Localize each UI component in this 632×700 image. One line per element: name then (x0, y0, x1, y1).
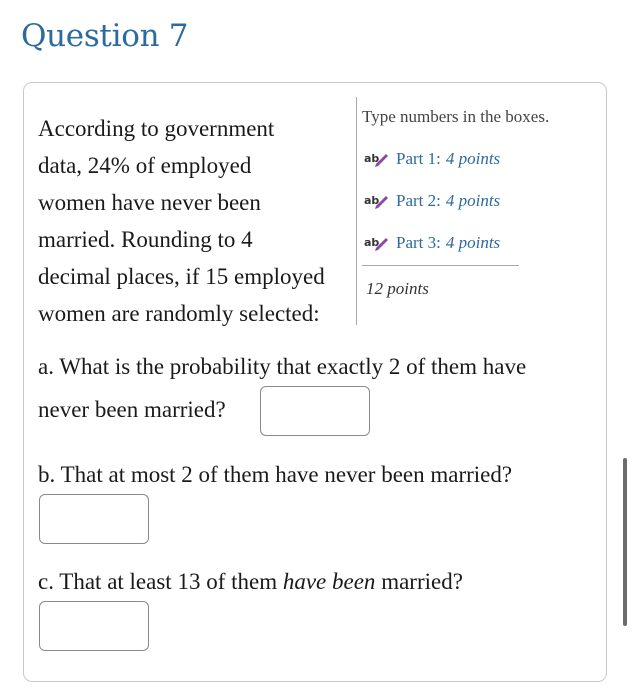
part-label: Part 3: (396, 233, 441, 252)
side-panel-divider (356, 97, 357, 325)
question-c-suffix: married? (375, 569, 463, 594)
part-1-link[interactable] (364, 149, 500, 169)
side-panel (362, 107, 602, 298)
instruction-text: Type numbers in the boxes. (362, 107, 550, 126)
question-title: Question 7 (21, 18, 189, 54)
svg-text:ab: ab (364, 152, 380, 165)
total-points: 12 points (366, 279, 429, 298)
intro-line: data, 24% of employed (38, 153, 252, 178)
intro-line: decimal places, if 15 employed (38, 264, 325, 289)
fill-in-blank-icon (364, 192, 389, 210)
part-points: 4 points (445, 149, 501, 168)
question-c-text (38, 569, 463, 595)
intro-line: women are randomly selected: (38, 301, 320, 326)
intro-line: married. Rounding to 4 (38, 227, 253, 252)
question-intro (38, 110, 360, 332)
intro-line: According to government (38, 116, 275, 141)
question-c-emphasis: have been (282, 569, 376, 594)
question-a-text: a. What is the probability that exactly 2 of them have (38, 354, 527, 379)
svg-text:ab: ab (364, 236, 380, 249)
points-divider (362, 265, 519, 266)
question-a-text-cont: never been married? (38, 397, 226, 422)
svg-text:ab: ab (364, 194, 380, 207)
part-label: Part 2: (396, 191, 441, 210)
question-c-prefix: c. That at least 13 of them (38, 569, 283, 594)
fill-in-blank-icon (364, 234, 389, 252)
answer-b-input[interactable] (39, 494, 149, 544)
part-points: 4 points (445, 191, 501, 210)
fill-in-blank-icon (364, 150, 389, 168)
answer-a-input[interactable] (260, 386, 370, 436)
scrollbar-thumb[interactable] (623, 458, 627, 626)
part-label: Part 1: (396, 149, 441, 168)
question-b-text: b. That at most 2 of them have never been married? (38, 462, 513, 487)
part-points: 4 points (445, 233, 501, 252)
answer-c-input[interactable] (39, 601, 149, 651)
part-2-link[interactable] (364, 191, 500, 211)
intro-line: women have never been (38, 190, 261, 215)
part-3-link[interactable] (364, 233, 500, 253)
